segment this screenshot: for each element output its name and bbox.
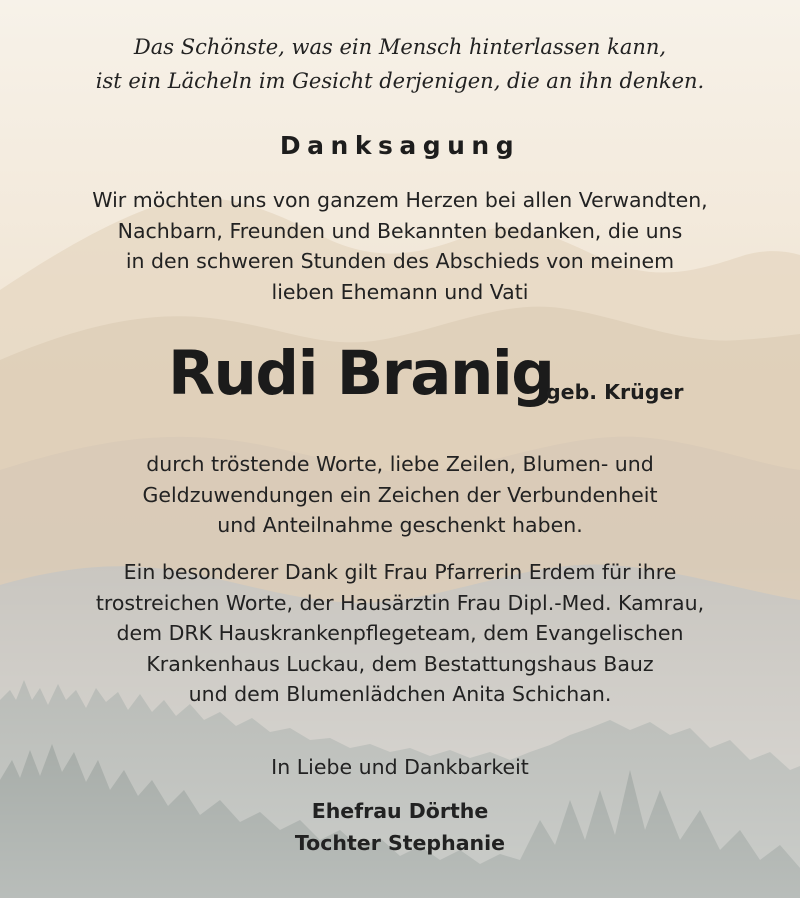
text-line: Wir möchten uns von ganzem Herzen bei allen Verwandten, [92, 188, 708, 212]
deceased-birth-name: geb. Krüger [546, 380, 684, 404]
text-line: in den schweren Stunden des Abschieds von meinem [125, 249, 675, 273]
text-line: lieben Ehemann und Vati [271, 279, 529, 304]
deceased-name-block [0, 338, 800, 418]
thanks-paragraph [0, 449, 800, 541]
memorial-quote [0, 30, 800, 98]
text-line: dem DRK Hauskrankenpflegeteam, dem Evangelischen [116, 621, 684, 645]
signer-name: Tochter Stephanie [294, 831, 506, 855]
text-line: durch tröstende Worte, liebe Zeilen, Blumen- und [146, 452, 654, 476]
quote-line: Das Schönste, was ein Mensch hinterlassen kann, [133, 35, 667, 59]
signer-name: Ehefrau Dörthe [311, 799, 489, 823]
deceased-name: Rudi Branig [168, 338, 554, 409]
heading-danksagung: Danksagung [279, 131, 521, 160]
signers [0, 795, 800, 859]
text-line: trostreichen Worte, der Hausärztin Frau Dipl.-Med. Kamrau, [95, 590, 705, 615]
text-line: und Anteilnahme geschenkt haben. [217, 513, 583, 537]
text-line: Ein besonderer Dank gilt Frau Pfarrerin Erdem für ihre [123, 560, 677, 584]
text-line: Nachbarn, Freunden und Bekannten bedanken, die uns [117, 218, 683, 243]
text-line: Krankenhaus Luckau, dem Bestattungshaus Bauz [146, 651, 654, 676]
text-line: Geldzuwendungen ein Zeichen der Verbundenheit [142, 482, 658, 507]
closing-phrase: In Liebe und Dankbarkeit [271, 755, 529, 779]
intro-paragraph [0, 185, 800, 307]
quote-line: ist ein Lächeln im Gesicht derjenigen, die an ihn denken. [95, 69, 705, 93]
special-thanks-paragraph [0, 557, 800, 710]
text-line: und dem Blumenlädchen Anita Schichan. [188, 682, 612, 706]
